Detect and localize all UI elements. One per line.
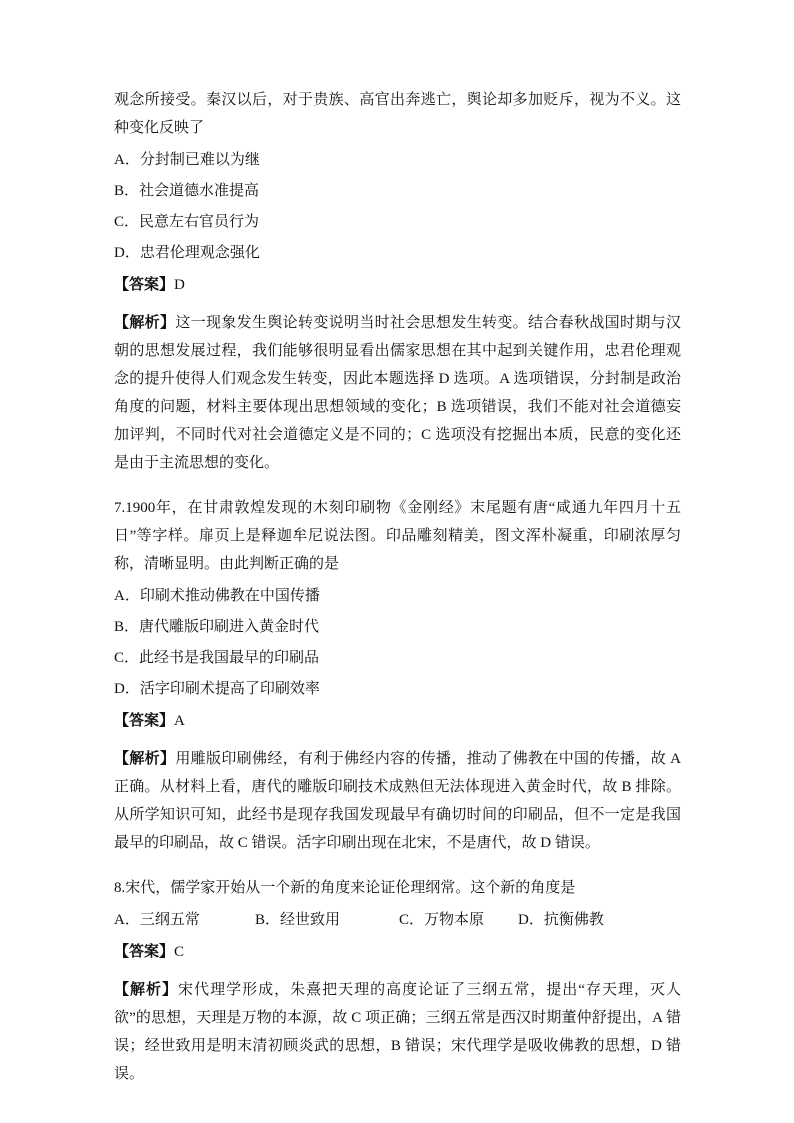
- question-block-continued: [114, 86, 681, 477]
- option-c: C．此经书是我国最早的印刷品: [114, 650, 320, 666]
- option-c: C．民意左右官员行为: [114, 214, 260, 230]
- options-list: [114, 145, 681, 268]
- analysis-paragraph: [114, 309, 681, 477]
- analysis-label: 【解析】: [114, 982, 179, 998]
- option-d: D．活字印刷术提高了印刷效率: [114, 681, 320, 697]
- answer-value: D: [174, 277, 185, 293]
- answer-label: 【答案】: [114, 277, 175, 293]
- option-a: A．分封制已难以为继: [114, 152, 260, 168]
- option-a: A．三纲五常: [114, 912, 200, 928]
- option-c: C．万物本原: [399, 912, 485, 928]
- option-b: B．经世致用: [255, 912, 341, 928]
- option-b: B．唐代雕版印刷进入黄金时代: [114, 619, 320, 635]
- answer-value: C: [174, 944, 185, 960]
- answer-label: 【答案】: [114, 944, 175, 960]
- exam-content: [114, 86, 681, 1105]
- analysis-paragraph: [114, 976, 681, 1088]
- question-stem: 8.宋代，儒学家开始从一个新的角度来论证伦理纲常。这个新的角度是: [114, 880, 576, 896]
- answer-line: [114, 937, 681, 967]
- answer-value: A: [174, 713, 185, 729]
- option-d: D．忠君伦理观念强化: [114, 245, 260, 261]
- answer-line: [114, 706, 681, 736]
- question-block-8: [114, 874, 681, 1088]
- answer-label: 【答案】: [114, 713, 175, 729]
- analysis-paragraph: [114, 745, 681, 857]
- options-list: [114, 581, 681, 704]
- question-stem: 7.1900年，在甘肃敦煌发现的木刻印刷物《金刚经》末尾题有唐“咸通九年四月十五日”等字样。扉页上是释迦牟尼说法图。印品雕刻精美，图文浑朴凝重，印刷浓厚匀称，清晰显明。由此判断正确的是: [114, 500, 681, 572]
- option-b: B．社会道德水准提高: [114, 183, 260, 199]
- option-a: A．印刷术推动佛教在中国传播: [114, 588, 320, 604]
- analysis-text: 用雕版印刷佛经，有利于佛经内容的传播，推动了佛教在中国的传播，故 A 正确。从材料上看，唐代的雕版印刷技术成熟但无法体现进入黄金时代，故 B 排除。从所学知识可知，此经书是现存我国发现最早有确切时间的印刷品，但不一定是我国最早的印刷品，故 C 错误。活字印刷出现在北宋，不是唐代，故 D 错误。: [114, 751, 681, 851]
- answer-line: [114, 270, 681, 300]
- option-d: D．抗衡佛教: [518, 912, 604, 928]
- analysis-label: 【解析】: [114, 751, 176, 767]
- analysis-label: 【解析】: [114, 315, 176, 331]
- question-stem: 观念所接受。秦汉以后，对于贵族、高官出奔逃亡，舆论却多加贬斥，视为不义。这种变化反映了: [114, 92, 681, 136]
- analysis-text: 这一现象发生舆论转变说明当时社会思想发生转变。结合春秋战国时期与汉朝的思想发展过程，我们能够很明显看出儒家思想在其中起到关键作用，忠君伦理观念的提升使得人们观念发生转变，因此本题选择 D 选项。A 选项错误，分封制是政治角度的问题，材料主要体现出思想领域的变化；B 选项错误，我们不能对社会道德妄加评判，不同时代对社会道德定义是不同的；C 选项没有挖掘出本质，民意的变化还是由于主流思想的变化。: [114, 315, 681, 471]
- analysis-text: 宋代理学形成，朱熹把天理的高度论证了三纲五常，提出“存天理，灭人欲”的思想，天理是万物的本源，故 C 项正确；三纲五常是西汉时期董仲舒提出，A 错误；经世致用是明末清初顾炎武的思想，B 错误；宋代理学是吸收佛教的思想，D 错误。: [114, 982, 681, 1082]
- question-block-7: [114, 494, 681, 857]
- options-list: [114, 905, 681, 935]
